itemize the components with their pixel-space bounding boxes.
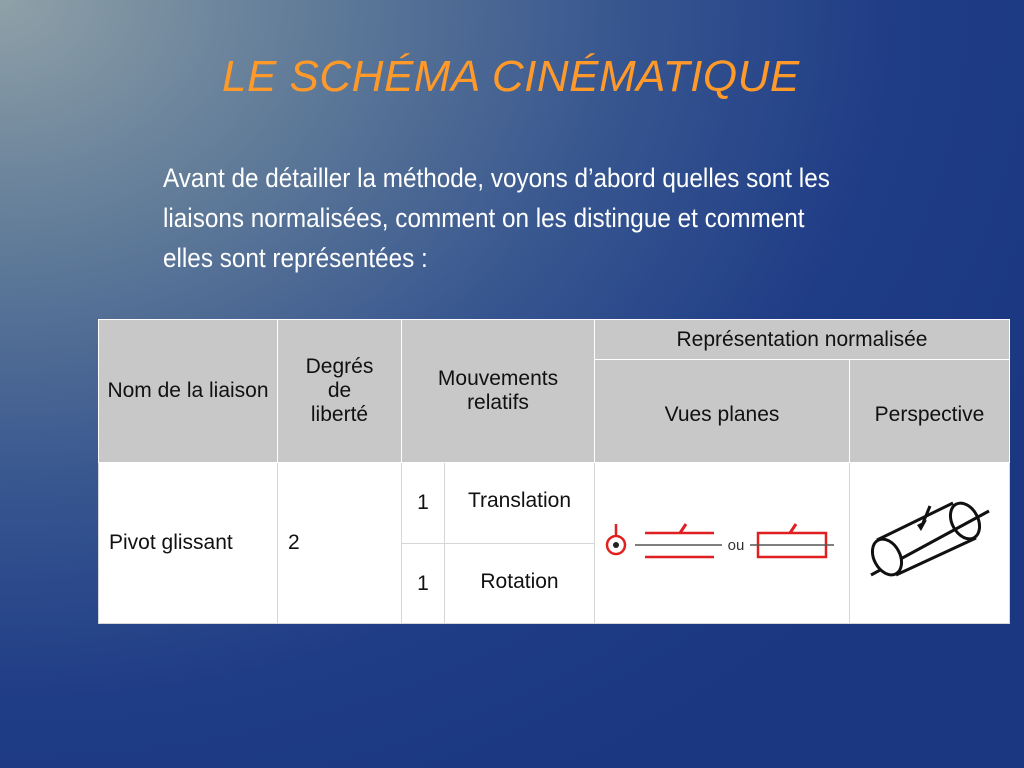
cell-mouvement-label: Rotation (445, 544, 595, 624)
cell-mouvement-count: 1 (402, 544, 445, 624)
cell-mouvement-count: 1 (402, 463, 445, 544)
liaisons-table (98, 319, 1010, 624)
vues-planes-separator: ou (727, 537, 745, 554)
table-row (99, 463, 1010, 544)
header-representation-normalisee: Représentation normalisée (595, 320, 1010, 360)
header-nom-liaison: Nom de la liaison (99, 320, 278, 463)
slide-title: LE SCHÉMA CINÉMATIQUE (222, 52, 800, 101)
cell-degres-liberte: 2 (278, 463, 402, 624)
intro-paragraph: Avant de détailler la méthode, voyons d’abord quelles sont les liaisons normalisées, comment on les distingue et comment elles sont représentées : (163, 163, 830, 273)
header-perspective: Perspective (850, 360, 1010, 463)
cell-vues-planes (595, 463, 850, 624)
pivot-glissant-perspective-symbol (865, 493, 995, 593)
header-degres-liberte: Degrés de liberté (278, 320, 402, 463)
cell-mouvement-label: Translation (445, 463, 595, 544)
cell-nom-liaison: Pivot glissant (99, 463, 278, 624)
cell-perspective (850, 463, 1010, 624)
header-mouvements-relatifs: Mouvements relatifs (402, 320, 595, 463)
header-vues-planes: Vues planes (595, 360, 850, 463)
pivot-glissant-plane-symbol (602, 513, 842, 573)
